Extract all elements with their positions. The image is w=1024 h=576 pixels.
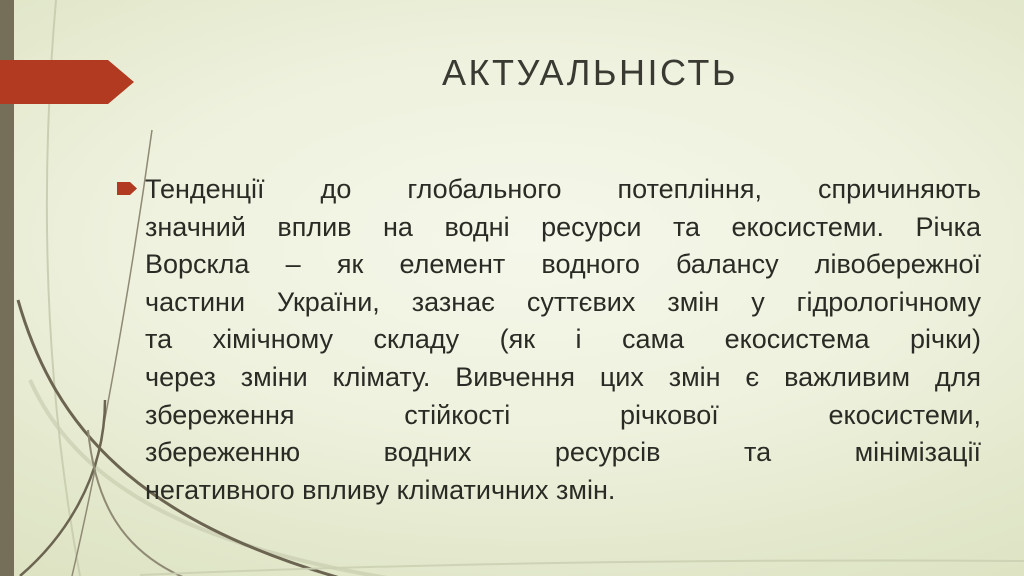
body-line: значний вплив на водні ресурси та екосистеми. Річка: [145, 211, 981, 242]
slide-title: АКТУАЛЬНІСТЬ: [442, 52, 738, 93]
body-line: частини України, зазнає суттєвих змін у гідрологічному: [145, 286, 981, 317]
body-line: через зміни клімату. Вивчення цих змін є важливим для: [145, 361, 981, 392]
red-arrow-banner-icon: [0, 60, 134, 104]
red-arrow-bullet-icon: [117, 182, 137, 195]
body-line: та хімічному складу (як і сама екосистема річки): [145, 324, 981, 355]
body-line: збереженню водних ресурсів та мінімізації: [145, 437, 981, 468]
body-text-block: [145, 171, 981, 509]
body-line: збереження стійкості річкової екосистеми,: [145, 399, 981, 430]
body-line: Тенденції до глобального потепління, спричиняють: [145, 174, 981, 204]
body-line: Ворскла – як елемент водного балансу лівобережної: [145, 249, 981, 280]
body-line: негативного впливу кліматичних змін.: [145, 474, 616, 505]
